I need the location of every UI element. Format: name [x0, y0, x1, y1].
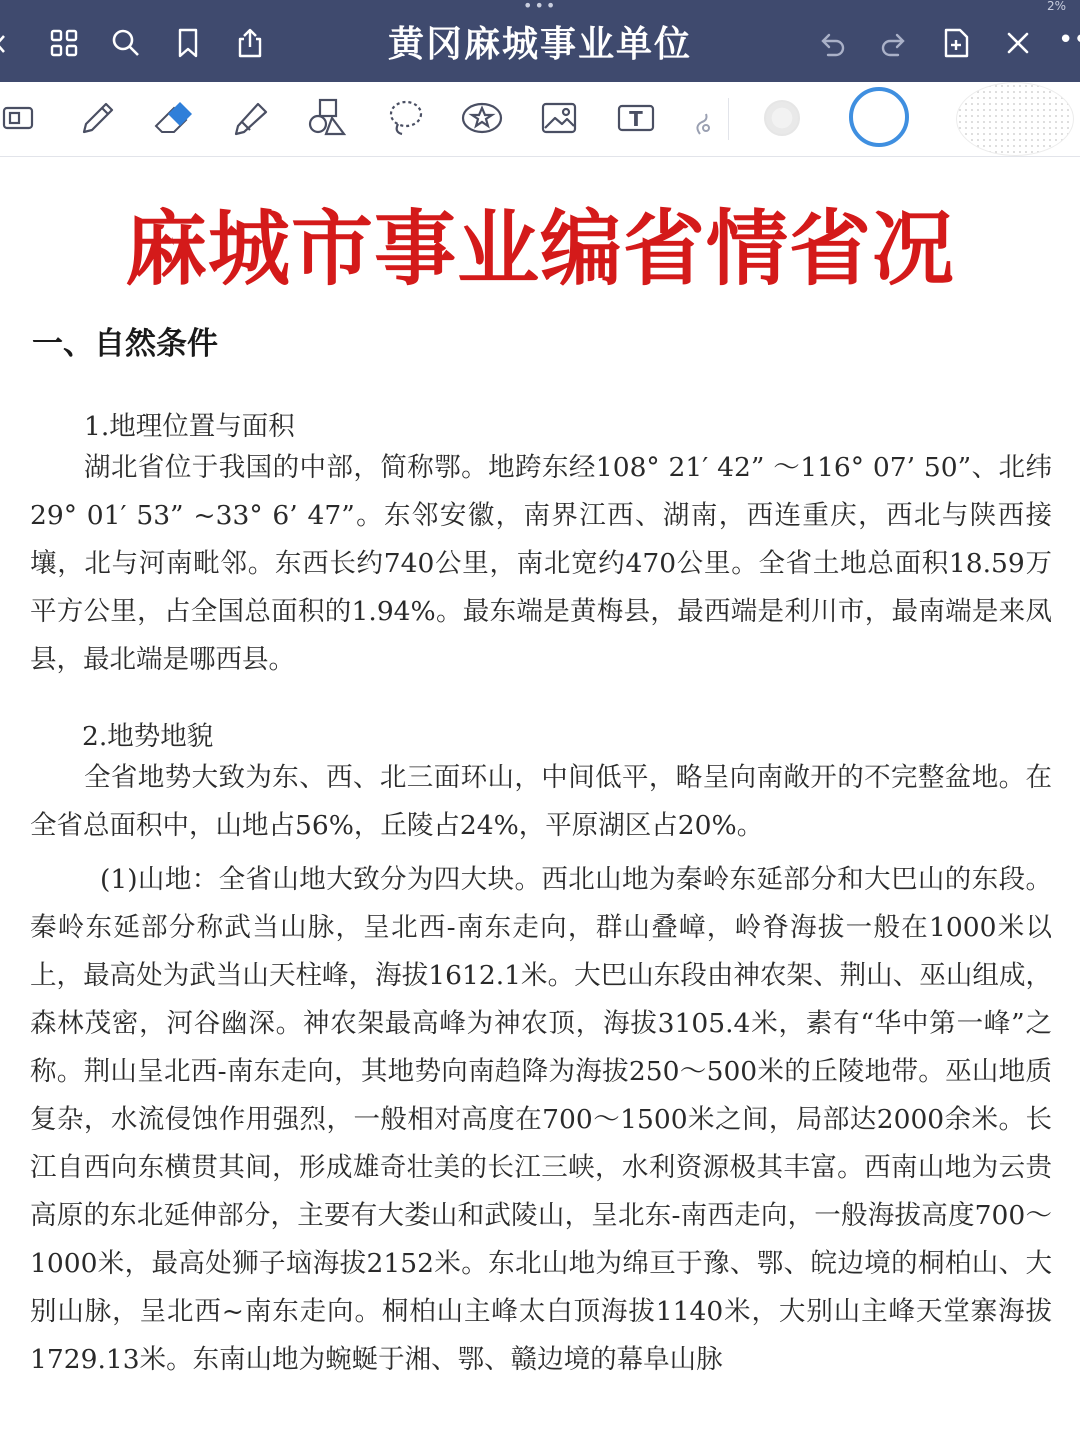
text-icon[interactable] [614, 96, 658, 140]
color-swatch-texture[interactable] [956, 82, 1074, 156]
paragraph-location: 湖北省位于我国的中部，简称鄂。地跨东经108° 21′ 42” ～116° 07’ 50”、北纬29° 01′ 53” ~33° 6’ 47”。东邻安徽，南界江西、湖南，西连重庆，西北与陕西接壤，北与河南毗邻。东西长约740公里，南北宽约470公里。全省土地总面积18.59万平方公里，占全国总面积的1.94%。最东端是黄梅县，最西端是利川市，最南端是来凤县，最北端是哪西县。 [30, 452, 1052, 675]
text-tool-label: T [629, 107, 643, 131]
pen-icon[interactable] [76, 96, 120, 140]
status-dots: ••• [523, 0, 558, 15]
image-icon[interactable] [538, 96, 582, 140]
laser-icon[interactable] [686, 96, 730, 140]
shapes-icon[interactable] [306, 96, 350, 140]
paragraph-mountains: (1)山地：全省山地大致分为四大块。西北山地为秦岭东延部分和大巴山的东段。秦岭东延部分称武当山脉，呈北西-南东走向，群山叠嶂，岭脊海拔一般在1000米以上，最高处为武当山天柱峰，海拔1612.1米。大巴山东段由神农架、荆山、巫山组成，森林茂密，河谷幽深。神农架最高峰为神农顶，海拔3105.4米，素有“华中第一峰”之称。荆山呈北西-南东走向，其地势向南趋降为海拔250～500米的丘陵地带。巫山地质复杂，水流侵蚀作用强烈，一般相对高度在700～1500米之间，局部达2000余米。长江自西向东横贯其间，形成雄奇壮美的长江三峡，水利资源极其丰富。西南山地为云贵高原的东北延伸部分，主要有大娄山和武陵山，呈北东-南西走向，一般海拔高度700～1000米，最高处狮子垴海拔2152米。东北山地为绵亘于豫、鄂、皖边境的桐柏山、大别山脉，呈北西~南东走向。桐柏山主峰太白顶海拔1140米，大别山主峰天堂寨海拔1729.13米。东南山地为蜿蜒于湘、鄂、赣边境的幕阜山脉 [30, 864, 1052, 1375]
section-title-natural-conditions: 一、自然条件 [32, 326, 218, 362]
page-view-icon[interactable] [0, 96, 44, 140]
color-swatch-selected[interactable] [849, 87, 909, 147]
title-bar [0, 0, 1089, 82]
subsection-title-location: 1.地理位置与面积 [84, 411, 295, 442]
add-page-icon[interactable] [940, 27, 972, 59]
undo-icon[interactable] [816, 27, 848, 59]
highlighter-icon[interactable] [230, 96, 274, 140]
color-swatch-grey[interactable] [764, 100, 800, 136]
sticker-icon[interactable] [460, 96, 504, 140]
toolbar-divider [728, 98, 729, 140]
page-heading: 麻城市事业编省情省况 [124, 202, 955, 297]
redo-icon[interactable] [878, 27, 910, 59]
lasso-icon[interactable] [384, 96, 428, 140]
tool-bar [0, 82, 1080, 157]
battery-status: 2% [1046, 0, 1066, 13]
document-title: 黄冈麻城事业单位 [387, 24, 692, 65]
close-icon[interactable] [1002, 27, 1034, 59]
eraser-icon[interactable] [152, 96, 196, 140]
more-icon[interactable]: •• [1058, 25, 1089, 55]
subsection-title-terrain: 2.地势地貌 [82, 721, 214, 752]
paragraph-terrain: 全省地势大致为东、西、北三面环山，中间低平，略呈向南敞开的不完整盆地。在全省总面积中，山地占56%，丘陵占24%，平原湖区占20%。 [30, 762, 1052, 841]
